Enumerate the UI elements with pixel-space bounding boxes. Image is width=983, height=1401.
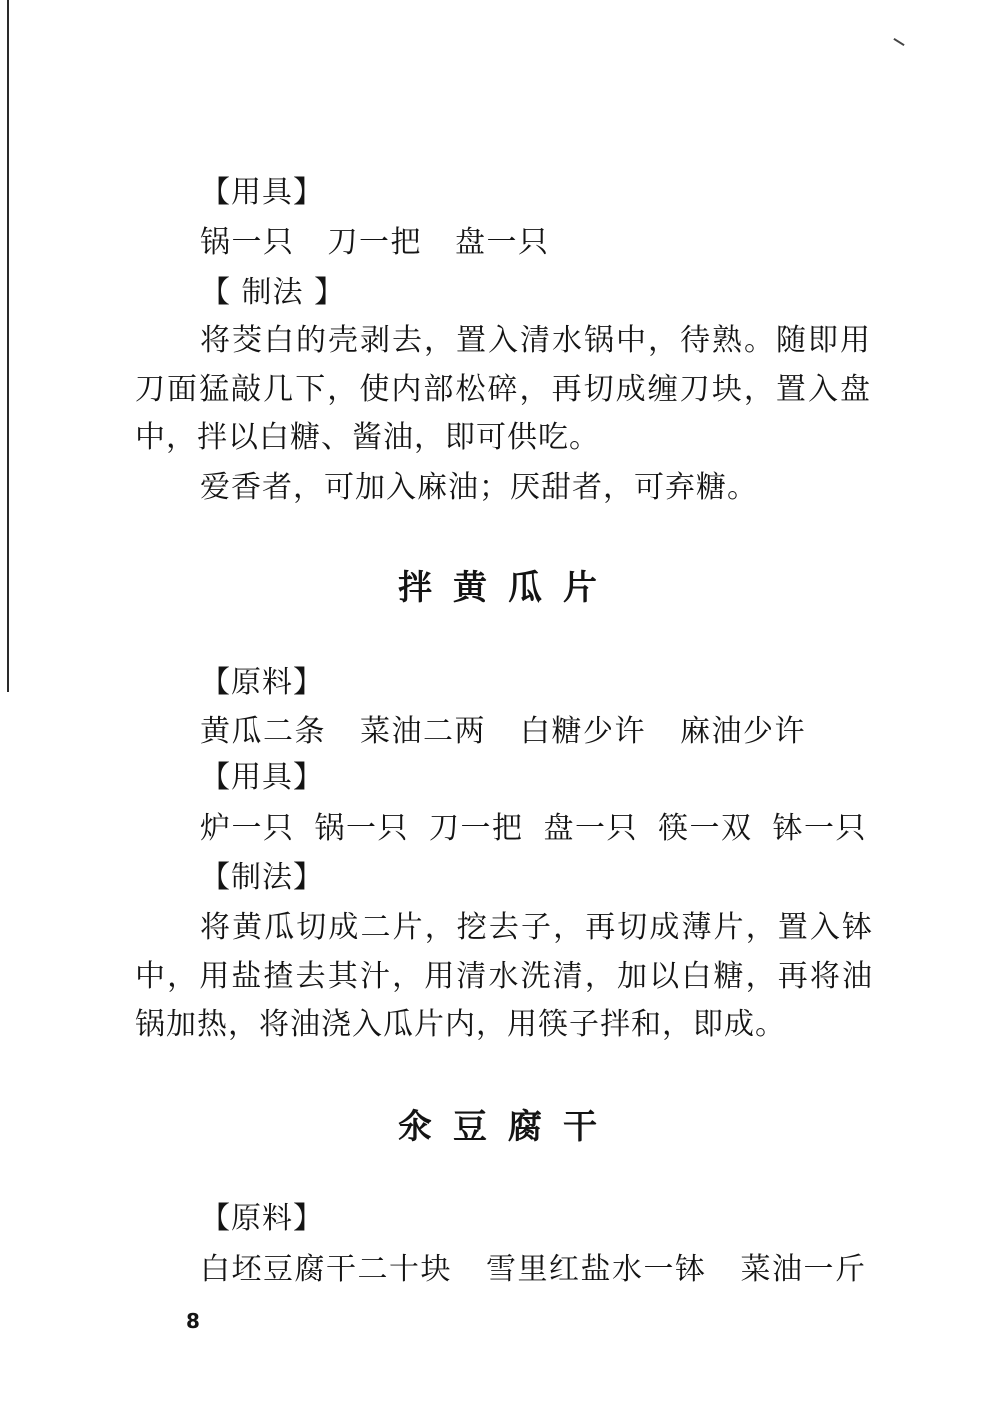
tools-label: 【用具】 [200,760,324,795]
page-number: 8 [186,1309,200,1333]
recipe-title: 氽豆腐干 [398,1107,618,1147]
ingredient-item: 麻油少许 [680,714,806,749]
ingredient-item: 雪里红盐水一钵 [486,1252,707,1287]
recipe-title: 拌黄瓜片 [398,568,618,608]
ingredient-item: 菜油一斤 [740,1252,867,1287]
method-label: 【 制法 】 [200,275,346,310]
tools-list [200,809,867,849]
ingredient-item: 白糖少许 [520,714,646,749]
tools-list [200,223,550,263]
ingredient-item: 菜油二两 [360,714,486,749]
ingredients-label: 【原料】 [200,1201,324,1236]
method-note: 爱香者，可加入麻油；厌甜者，可弃糖。 [200,470,758,505]
tool-item: 盘一只 [455,225,550,260]
ingredients-list [200,712,806,752]
tool-item: 锅一只 [314,811,409,846]
tool-item: 炉一只 [200,811,295,846]
method-text-line: 将黄瓜切成二片，挖去子，再切成薄片，置入钵 [200,910,872,945]
tool-item: 锅一只 [200,225,295,260]
scan-edge-line [7,0,9,692]
method-text-line: 锅加热，将油浇入瓜片内，用筷子拌和，即成。 [135,1007,786,1042]
method-text-line: 刀面猛敲几下，使内部松碎，再切成缠刀块，置入盘 [135,372,870,407]
tools-label: 【用具】 [200,175,324,210]
tool-item: 盘一只 [543,811,638,846]
ingredient-item: 黄瓜二条 [200,714,326,749]
ingredients-list [200,1250,867,1290]
tool-item: 刀一把 [429,811,524,846]
method-label: 【制法】 [200,860,324,895]
method-text-line: 中，拌以白糖、酱油，即可供吃。 [135,420,600,455]
method-text-line: 中，用盐揸去其汁，用清水洗清，加以白糖，再将油 [135,959,872,994]
scan-speck-mark [893,38,904,46]
ingredient-item: 白坯豆腐干二十块 [200,1252,452,1287]
tool-item: 筷一双 [658,811,753,846]
ingredients-label: 【原料】 [200,665,324,700]
tool-item: 钵一只 [772,811,867,846]
tool-item: 刀一把 [327,225,422,260]
method-text-line: 将茭白的壳剥去，置入清水锅中，待熟。随即用 [200,323,870,358]
